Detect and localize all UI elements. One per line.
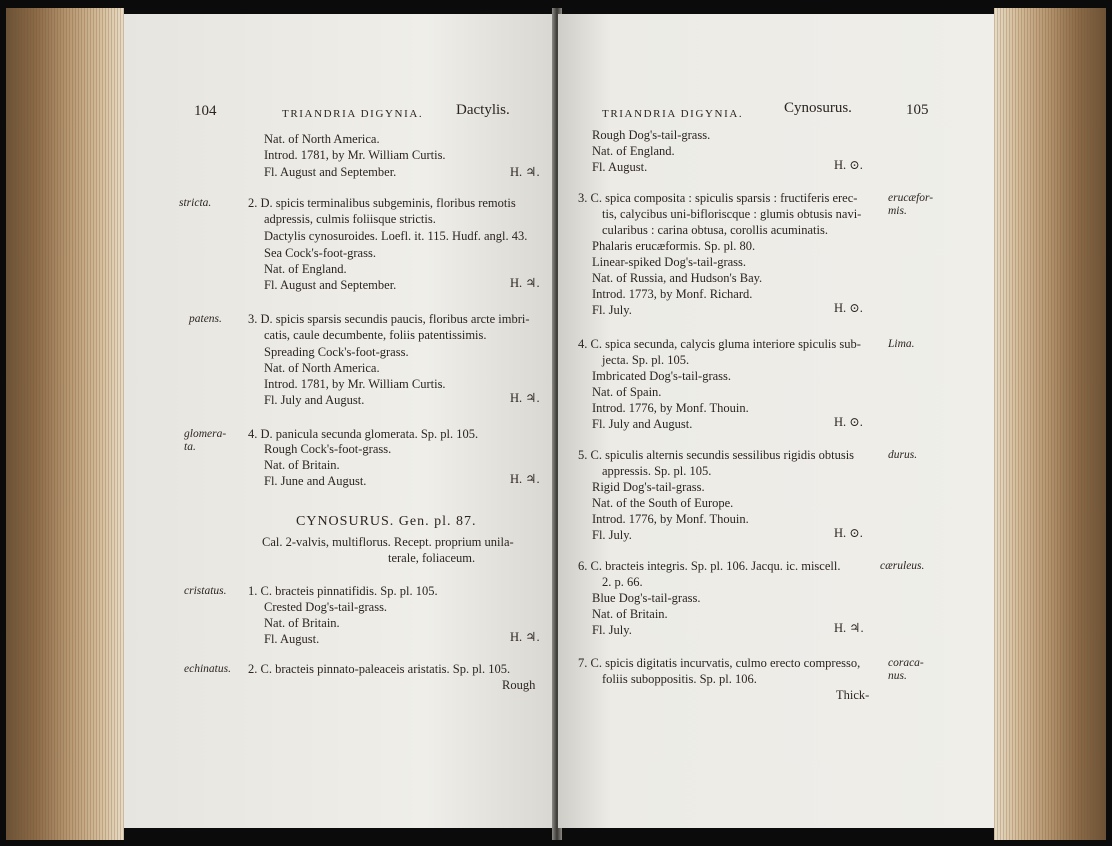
text-line: Nat. of the South of Europe.	[592, 496, 734, 510]
page-number: 105	[906, 102, 929, 118]
text-line: Fl. August.	[264, 632, 320, 646]
habit-symbol: H. ♃.	[510, 391, 540, 405]
text-line: Nat. of North America.	[264, 361, 380, 375]
genus-heading: CYNOSURUS. Gen. pl. 87.	[296, 514, 477, 529]
margin-note: durus.	[888, 449, 918, 461]
text-line: Introd. 1781, by Mr. William Curtis.	[264, 148, 446, 162]
text-line: Introd. 1776, by Monf. Thouin.	[592, 512, 749, 526]
text-line: 2. p. 66.	[602, 575, 643, 589]
open-book	[6, 8, 1106, 840]
text-line: Fl. July.	[592, 303, 632, 317]
running-genus: Cynosurus.	[784, 100, 852, 116]
text-line: Fl. August and September.	[264, 278, 397, 292]
text-line: Imbricated Dog's-tail-grass.	[592, 369, 732, 383]
margin-note: cæruleus.	[880, 560, 925, 572]
text-line: Nat. of England.	[264, 262, 347, 276]
margin-note: nus.	[888, 670, 907, 682]
text-line: Nat. of Britain.	[264, 616, 340, 630]
catchword: Rough	[502, 678, 536, 692]
text-line: Fl. August and September.	[264, 165, 397, 179]
margin-note: cristatus.	[184, 585, 227, 597]
page-number: 104	[194, 103, 217, 119]
text-line: Nat. of North America.	[264, 132, 380, 146]
text-line: Fl. July and August.	[592, 417, 693, 431]
habit-symbol: H. ♃.	[510, 472, 540, 486]
text-line: 5. C. spiculis alternis secundis sessilibus rigidis obtusis	[578, 448, 855, 462]
running-head: TRIANDRIA DIGYNIA.	[282, 108, 424, 120]
text-line: Sea Cock's-foot-grass.	[264, 246, 376, 260]
text-line: 2. C. bracteis pinnato-paleaceis aristatis. Sp. pl. 105.	[248, 662, 511, 676]
text-line: Rigid Dog's-tail-grass.	[592, 480, 705, 494]
text-line: Introd. 1776, by Monf. Thouin.	[592, 401, 749, 415]
habit-symbol: H. ⊙.	[834, 158, 863, 172]
margin-note: stricta.	[179, 197, 212, 209]
habit-symbol: H. ♃.	[834, 621, 864, 635]
text-line: adpressis, culmis foliisque strictis.	[264, 212, 436, 226]
text-line: Nat. of England.	[592, 144, 675, 158]
text-line: Fl. June and August.	[264, 474, 367, 488]
margin-note: echinatus.	[184, 663, 231, 675]
text-line: Phalaris erucæformis. Sp. pl. 80.	[592, 239, 756, 253]
text-line: cularibus : carina obtusa, corollis acuminatis.	[602, 223, 828, 237]
text-line: Rough Cock's-foot-grass.	[264, 442, 392, 456]
habit-symbol: H. ⊙.	[834, 526, 863, 540]
text-line: Crested Dog's-tail-grass.	[264, 600, 388, 614]
text-line: 1. C. bracteis pinnatifidis. Sp. pl. 105.	[248, 584, 438, 598]
margin-note: glomera-	[184, 428, 227, 440]
habit-symbol: H. ⊙.	[834, 301, 863, 315]
text-line: Rough Dog's-tail-grass.	[592, 128, 711, 142]
text-line: Blue Dog's-tail-grass.	[592, 591, 701, 605]
text-line: tis, calycibus uni-bifloriscque : glumis obtusis navi-	[602, 207, 862, 221]
text-line: catis, caule decumbente, foliis patentissimis.	[264, 328, 487, 342]
right-page	[558, 14, 994, 828]
running-head: TRIANDRIA DIGYNIA.	[602, 108, 744, 120]
text-line: 7. C. spicis digitatis incurvatis, culmo erecto compresso,	[578, 656, 861, 670]
text-line: Fl. August.	[592, 160, 648, 174]
text-line: Dactylis cynosuroides. Loefl. it. 115. Hudf. angl. 43.	[264, 229, 528, 243]
text-line: Cal. 2-valvis, multiflorus. Recept. proprium unila-	[262, 535, 514, 549]
text-line: Linear-spiked Dog's-tail-grass.	[592, 255, 747, 269]
text-line: 3. C. spica composita : spiculis sparsis : fructiferis erec-	[578, 191, 858, 205]
text-line: 4. C. spica secunda, calycis gluma interiore spiculis sub-	[578, 337, 861, 351]
text-line: 2. D. spicis terminalibus subgeminis, floribus remotis	[248, 196, 516, 210]
habit-symbol: H. ♃.	[510, 165, 540, 179]
text-line: Fl. July and August.	[264, 393, 365, 407]
habit-symbol: H. ⊙.	[834, 415, 863, 429]
margin-note: erucæfor-	[888, 192, 934, 204]
text-line: appressis. Sp. pl. 105.	[602, 464, 712, 478]
text-line: Nat. of Spain.	[592, 385, 662, 399]
text-line: Nat. of Russia, and Hudson's Bay.	[592, 271, 763, 285]
text-line: Spreading Cock's-foot-grass.	[264, 345, 409, 359]
text-line: Nat. of Britain.	[264, 458, 340, 472]
text-line: 4. D. panicula secunda glomerata. Sp. pl. 105.	[248, 427, 479, 441]
left-page-edges	[6, 8, 124, 840]
text-line: terale, foliaceum.	[388, 551, 476, 565]
margin-note: patens.	[189, 313, 222, 325]
text-line: Fl. July.	[592, 528, 632, 542]
text-line: Introd. 1781, by Mr. William Curtis.	[264, 377, 446, 391]
text-line: Nat. of Britain.	[592, 607, 668, 621]
text-line: Fl. July.	[592, 623, 632, 637]
left-page	[124, 14, 556, 828]
text-line: 3. D. spicis sparsis secundis paucis, floribus arcte imbri-	[248, 312, 530, 326]
margin-note: ta.	[184, 441, 196, 453]
text-line: 6. C. bracteis integris. Sp. pl. 106. Jacqu. ic. miscell.	[578, 559, 841, 573]
margin-note: mis.	[888, 205, 907, 217]
right-page-edges	[994, 8, 1106, 840]
text-line: foliis suboppositis. Sp. pl. 106.	[602, 672, 757, 686]
catchword: Thick-	[836, 688, 870, 702]
habit-symbol: H. ♃.	[510, 276, 540, 290]
margin-note: Lima.	[888, 338, 915, 350]
text-line: Introd. 1773, by Monf. Richard.	[592, 287, 753, 301]
running-genus: Dactylis.	[456, 102, 510, 118]
text-line: jecta. Sp. pl. 105.	[602, 353, 690, 367]
habit-symbol: H. ♃.	[510, 630, 540, 644]
margin-note: coraca-	[888, 657, 924, 669]
